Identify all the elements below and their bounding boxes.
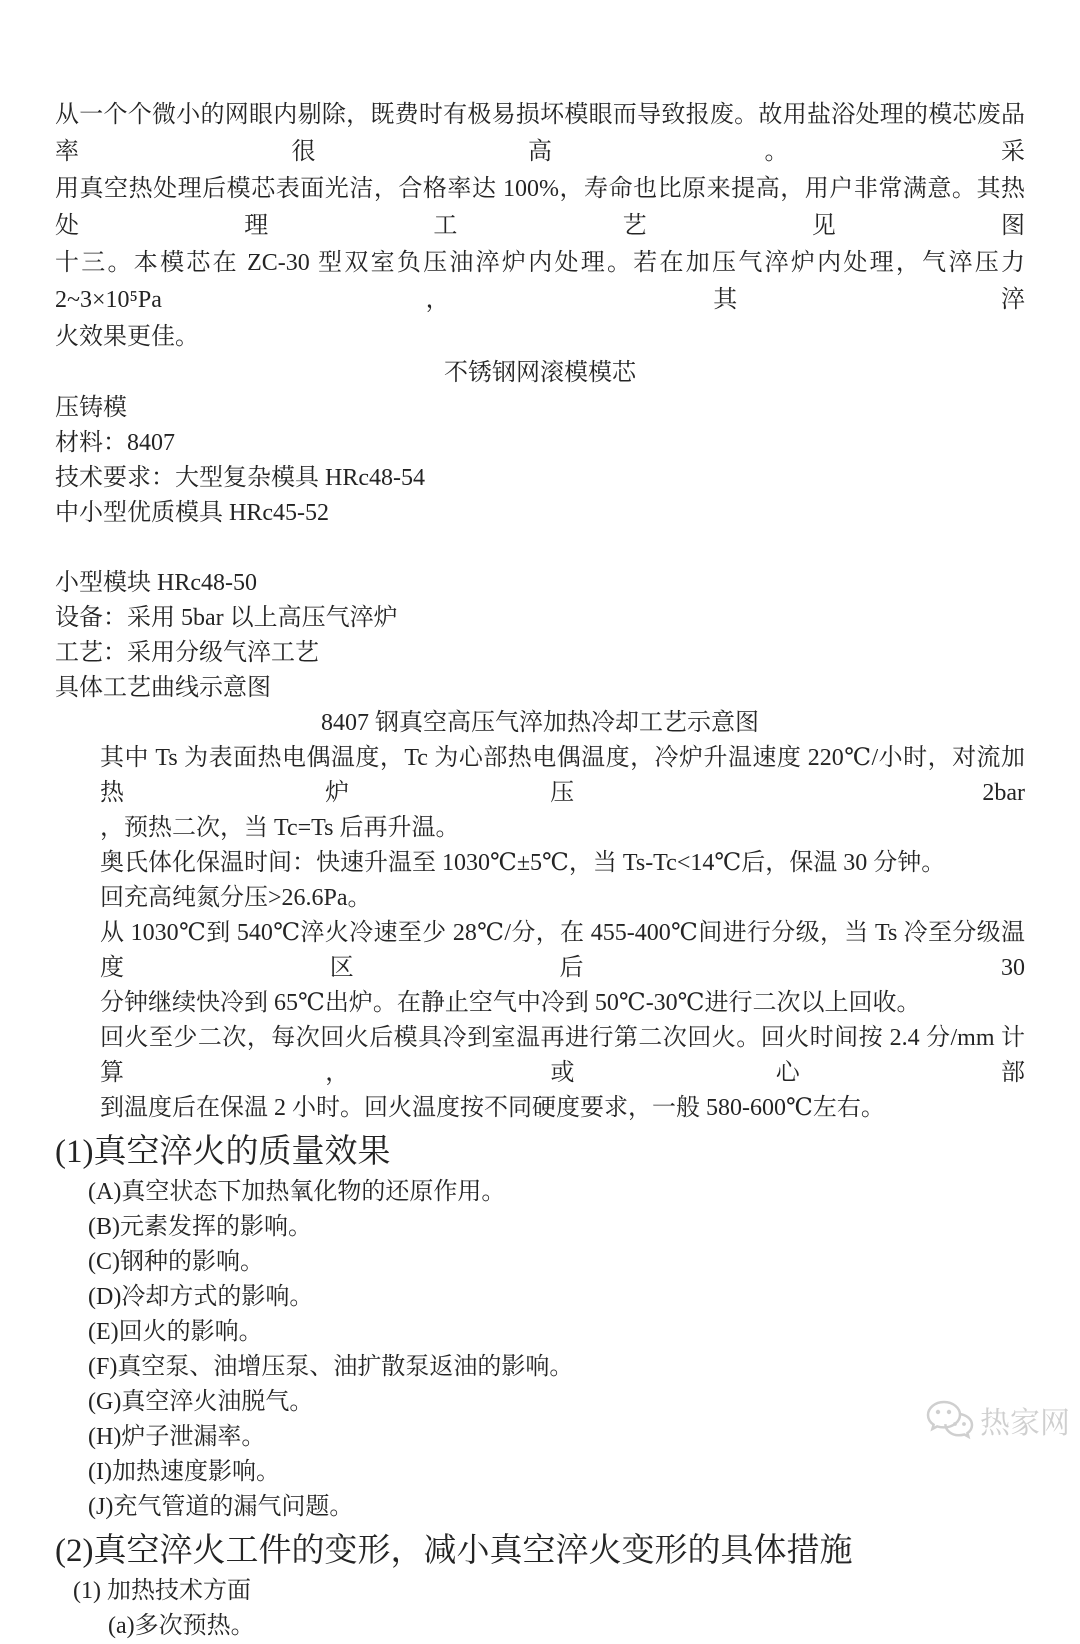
process-line: 回火至少二次，每次回火后模具冷到室温再进行第二次回火。回火时间按 2.4 分/mm 计算，或心部 xyxy=(100,1025,1025,1086)
intro-paragraph xyxy=(55,97,1025,356)
process-line: ，预热二次，当 Tc=Ts 后再升温。 xyxy=(100,815,460,841)
process-line: 从 1030℃到 540℃淬火冷速至少 28℃/分，在 455-400℃间进行分级，当 Ts 冷至分级温度区后 30 xyxy=(100,920,1025,981)
center-title-stainless-core: 不锈钢网滚模模芯 xyxy=(444,360,636,386)
spec-line: 压铸模 xyxy=(55,395,127,421)
list-item: (A)真空状态下加热氧化物的还原作用。 xyxy=(88,1179,506,1205)
process-paragraph xyxy=(55,741,1025,1126)
list-item: (E)回火的影响。 xyxy=(88,1319,263,1345)
section-2-heading: (2)真空淬火工件的变形，减小真空淬火变形的具体措施 xyxy=(55,1533,853,1569)
spec-line: 具体工艺曲线示意图 xyxy=(55,675,271,701)
watermark-label: 热家网 xyxy=(980,1407,1070,1440)
blank-line xyxy=(55,531,1025,566)
process-line: 到温度后在保温 2 小时。回火温度按不同硬度要求，一般 580-600℃左右。 xyxy=(100,1095,885,1121)
spec-line: 工艺：采用分级气淬工艺 xyxy=(55,640,319,666)
spec-line: 技术要求：大型复杂模具 HRc48-54 xyxy=(55,465,425,491)
spec-line: 设备：采用 5bar 以上高压气淬炉 xyxy=(55,605,398,631)
sub-item: (1) 加热技术方面 xyxy=(73,1578,251,1604)
intro-line: 十三。本模芯在 ZC-30 型双室负压油淬炉内处理。若在加压气淬炉内处理，气淬压力 2~3×10⁵Pa，其淬 xyxy=(55,250,1025,313)
spec-block xyxy=(55,391,1025,531)
center-title-process-diagram: 8407 钢真空高压气淬加热冷却工艺示意图 xyxy=(321,710,759,736)
list-item: (D)冷却方式的影响。 xyxy=(88,1284,314,1310)
wechat-logo-icon xyxy=(924,1399,974,1441)
process-line: 分钟继续快冷到 65℃出炉。在静止空气中冷到 50℃-30℃进行二次以上回收。 xyxy=(100,990,921,1016)
list-item: (F)真空泵、油增压泵、油扩散泵返油的影响。 xyxy=(88,1354,574,1380)
section-1-heading: (1)真空淬火的质量效果 xyxy=(55,1134,391,1170)
list-item: (G)真空淬火油脱气。 xyxy=(88,1389,314,1415)
process-line: 其中 Ts 为表面热电偶温度，Tc 为心部热电偶温度，冷炉升温速度 220℃/小时，对流加热炉压 2bar xyxy=(100,745,1025,806)
watermark xyxy=(924,1398,1070,1442)
process-line: 奥氏体化保温时间：快速升温至 1030℃±5℃，当 Ts-Tc<14℃后，保温 30 分钟。 xyxy=(100,850,946,876)
list-item: (H)炉子泄漏率。 xyxy=(88,1424,266,1450)
intro-line: 火效果更佳。 xyxy=(55,324,199,350)
sub-item: (a)多次预热。 xyxy=(108,1613,255,1639)
list-item: (J)充气管道的漏气问题。 xyxy=(88,1494,354,1520)
spec-block-2 xyxy=(55,566,1025,706)
spec-line: 中小型优质模具 HRc45-52 xyxy=(55,500,329,526)
section-1-list xyxy=(55,1175,1025,1525)
list-item: (C)钢种的影响。 xyxy=(88,1249,264,1275)
spec-line: 小型模块 HRc48-50 xyxy=(55,570,257,596)
process-line: 回充高纯氮分压>26.6Pa。 xyxy=(100,885,372,911)
section-2-list xyxy=(55,1574,1025,1644)
intro-line: 用真空热处理后模芯表面光洁，合格率达 100%，寿命也比原来提高，用户非常满意。其热处理工艺见图 xyxy=(55,176,1025,239)
spec-line: 材料：8407 xyxy=(55,430,175,456)
list-item: (I)加热速度影响。 xyxy=(88,1459,280,1485)
list-item: (B)元素发挥的影响。 xyxy=(88,1214,312,1240)
intro-line: 从一个个微小的网眼内剔除，既费时有极易损坏模眼而导致报废。故用盐浴处理的模芯废品率很高。采 xyxy=(55,102,1025,165)
